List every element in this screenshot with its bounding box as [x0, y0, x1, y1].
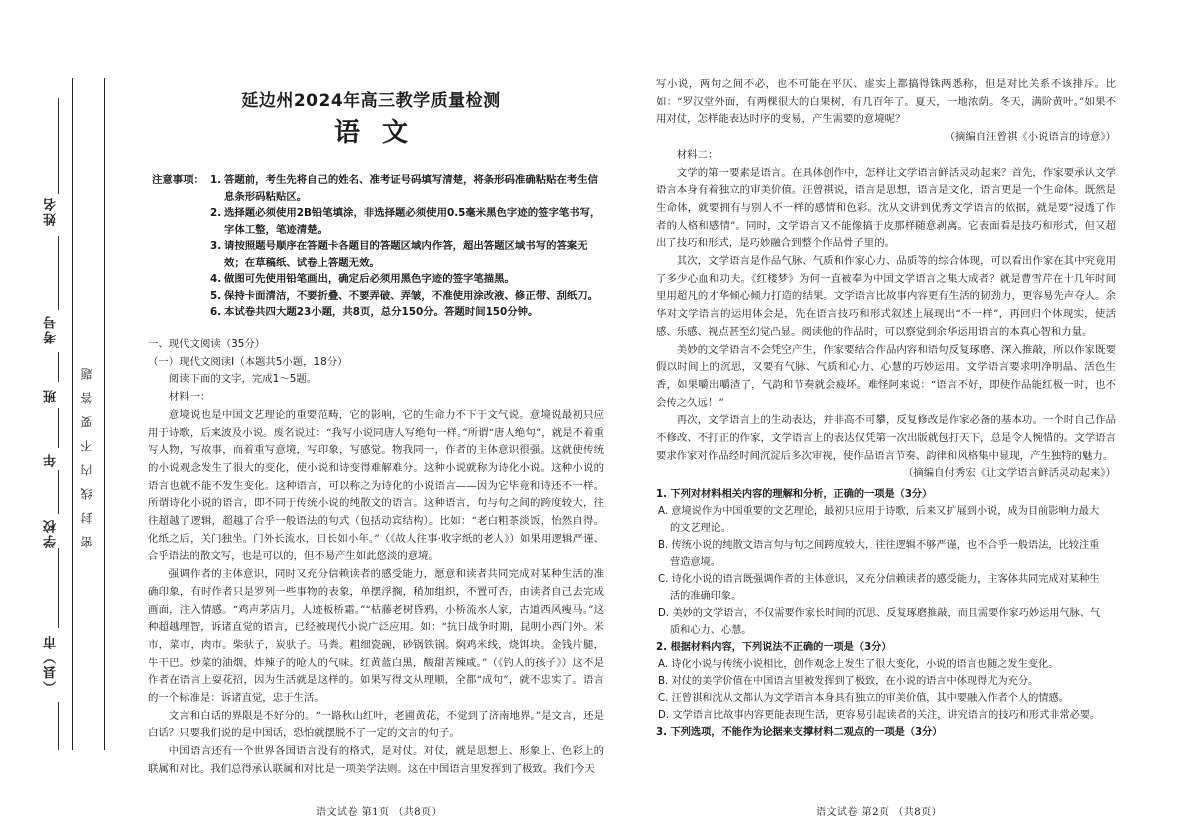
question-list: [656, 486, 1116, 741]
examno-blank-line: [58, 236, 59, 310]
seal-line-text: 密 封 线 内 不 要 答 题: [80, 368, 94, 548]
option-c: [656, 571, 1116, 605]
class-blank-line: [58, 352, 59, 382]
option-b: [656, 537, 1116, 571]
notice-num: 6.: [210, 306, 222, 318]
passage-paragraph: 中国语言还有一个世界各国语言没有的格式，是对仗。对仗，就是思想上、形象上、色彩上的联属和对比。我们总得承认联属和对比是一项美学法则。这在中国语言里发挥到了极致。我们今天: [148, 745, 604, 775]
option-text-cont: 的文艺理论。: [670, 523, 732, 534]
grade-label: 年: [44, 452, 59, 467]
name-label: 姓名: [44, 196, 59, 226]
notice-num: 5.: [210, 289, 222, 302]
examno-label: 考号: [44, 314, 59, 344]
margin-rule-inner: [104, 78, 105, 750]
section-heading: 一、现代文阅读（35分）: [148, 338, 266, 350]
passage-paragraph: 其次，文学语言是作品气脉、气质和作家心力、品质等的综合体现，可以看出作家在其中究竟用了多少心血和功夫。《红楼梦》为何一直被奉为中国文学语言之集大成者？就是曹雪芹在十几年时间里用超凡的才华倾心倾力打造的结果。文学语言比故事内容更有生活的韧劲力，更容易先声夺人。余华对文学语言的运用体会是，先在语言技巧和形式叙述上展现出“不一样”，再回归个体现实，使活感、乐感、视点甚至幻觉凸显。阅读他的作品时，可以察觉到余华运用语言的本真心智和力量。: [656, 255, 1116, 338]
page-footer-2: 语文试卷 第2页 （共8页）: [816, 807, 943, 818]
notice-num: 3.: [210, 240, 222, 252]
subsection-heading: （一）现代文阅读Ⅰ（本题共5小题，18分）: [148, 355, 348, 368]
question-stem: 1. 下列对材料相关内容的理解和分析，正确的一项是（3分）: [656, 489, 933, 500]
notice-text: 做图可先使用铅笔画出，确定后必须用黑色字迹的签字笔描黑。: [224, 273, 515, 285]
reading-passage-left: [148, 336, 604, 779]
option-text-cont: 营造意境。: [670, 557, 721, 568]
passage-paragraph: 强调作者的主体意识，同时又充分信赖读者的感受能力，愿意和读者共同完成对某种生活的准确印象，有时作者只是罗列一些事物的表象，单摆浮搁，稍加组织，不置可否，由读者自己去完成画面，注入情感。“鸡声茅店月，人迹板桥霜。”“枯藤老树昏鸦，小桥流水人家，古道西风瘦马。”这种超越理智，诉诸直觉的语言，已经被现代小说广泛应用。如：“抗日战争时期，昆明小西门外。米市，菜市，肉市。柴驮子，炭驮子。马粪。粗细瓷碗，砂锅铁锅。焖鸡米线，烧饵块。金钱片腿，牛干巴。炒菜的油烟，炸辣子的呛人的气味。红黄蓝白黑，酸甜苦辣咸。”（《钓人的孩子》）这不是作者在语言上耍花招，因为生活就是这样的。如果写得文从理顺，全都“成句”，就不忠实了。语言的一个标准是：诉诸直觉，忠于生活。: [148, 568, 604, 705]
option-text: D. 美妙的文学语言，不仅需要作家长时间的沉思、反复琢磨推敲，而且需要作家巧妙运用气脉、气: [658, 608, 1101, 619]
option-text-cont: 质和心力、心慧。: [670, 625, 752, 636]
option-a: [656, 503, 1116, 537]
notice-text: 请按照题号顺序在答题卡各题目的答题区域内作答，超出答题区域书写的答案无效；在草稿纸、试卷上答题无效。: [224, 240, 588, 269]
question-3-stem: 3. 下列选项，不能作为论据来支撑材料二观点的一项是（3分）: [656, 727, 943, 738]
notice-num: 1.: [210, 174, 222, 186]
option-b: B. 对仗的美学价值在中国语言里被发挥到了极致，在小说的语言中体现得尤为充分。: [658, 676, 1039, 687]
notice-num: 4.: [210, 273, 222, 285]
question-1: [656, 486, 1116, 639]
option-text-cont: 活的准确印象。: [670, 591, 742, 602]
notice-text: 选择题必须使用2B铅笔填涂，非选择题必须使用0.5毫米黑色字迹的签字笔书写，字体工整，笔迹清楚。: [224, 207, 601, 236]
question-stem: 2. 根据材料内容，下列说法不正确的一项是（3分）: [656, 642, 892, 653]
page-footer-1: 语文试卷 第1页 （共8页）: [316, 807, 443, 818]
notice-item: [210, 271, 604, 288]
notice-item: [210, 205, 604, 238]
notice-text: 保持卡面清洁，不要折叠、不要弄破、弄皱，不准使用涂改液、修正带、刮纸刀。: [224, 289, 599, 302]
notice-label: 注意事项：: [152, 174, 204, 186]
reading-passage-right: [656, 76, 1116, 483]
question-2: [656, 639, 1116, 724]
passage-continuation: 写小说，两句之间不必，也不可能在平仄、虚实上都搞得铢两悉称，但是对比关系不该排斥。比如：“罗汉堂外面，有两棵很大的白果树，有几百年了。夏天，一地浓荫。冬天，满阶黄叶。”如果不用对仗，怎样能表达时序的变易，产生需要的意境呢？: [656, 78, 1116, 126]
source-citation-2: （摘编自付秀宏《让文学语言鲜活灵动起来》）: [902, 467, 1116, 480]
option-text: A. 意境说作为中国重要的文艺理论，最初只应用于诗歌，后来又扩展到小说，成为目前影响力最大: [658, 506, 1100, 517]
option-a: A. 诗化小说与传统小说相比，创作观念上发生了很大变化，小说的语言也随之发生变化。: [658, 659, 1059, 670]
city-label: （县）市: [44, 634, 59, 694]
grade-blank-line: [58, 408, 59, 448]
notice-text: 本试卷共四大题23小题，共8页，总分150分。答题时间150分钟。: [224, 306, 539, 318]
passage-paragraph: 再次，文学语言上的生动表达，并非高不可攀，反复修改是作家必备的基本功。一个时自己作品不修改、不打正的作家，文学语言上的表达仅凭第一次出版就包打天下，总是令人惋惜的。文学语言要求作家对作品经时间沉淀后多次审视，使作品语言节奏、韵律和风格集中显现，产生独特的魅力。: [656, 414, 1116, 462]
margin-rule-outer: [72, 78, 73, 750]
exam-title: 延边州2024年高三教学质量检测: [241, 91, 501, 111]
school-blank-line: [58, 470, 59, 514]
class-label: 班: [44, 388, 59, 403]
passage-paragraph: 文学的第一要素是语言。在具体创作中，怎样让文学语言鲜活灵动起来？首先，作家要承认文学语言本身有着独立的审美价值。汪曾祺说，语言是思想，语言是文化，语言更是一个生命体。既然是生命体，就要拥有与别人不一样的感情和色彩。沈从文讲到优秀文学语言的依据，就是要“浸透了作者的人格和感情”。同时，文学语言又不能像搞于皮那样随意剥离。它表面看是技巧和形式，但又超出了技巧和形式，是巧妙融合到整个作品骨子里的。: [656, 166, 1116, 250]
option-text: B. 传统小说的纯散文语言句与句之间跨度较大，往往逻辑不够严谨，也不合乎一般语法，比较注重: [658, 540, 1100, 551]
notice-item: [210, 288, 604, 305]
option-d: [656, 605, 1116, 639]
notice-list: [210, 172, 604, 321]
option-c: C. 汪曾祺和沈从文都认为文学语言本身具有独立的审美价值，其中要融入作者个人的情感。: [658, 693, 1069, 704]
reading-instruction: 阅读下面的文字，完成1～5题。: [168, 373, 318, 386]
city-blank-line-2: [58, 702, 59, 750]
material-1-label: 材料一：: [168, 391, 211, 404]
notice-item: [210, 172, 604, 205]
passage-paragraph: 文言和白话的界限是不好分的。“一路秋山红叶，老圃黄花，不觉到了济南地界。”是文言，还是白话？只要我们说的是中国话，恐怕就摆脱不了一定的文言的句子。: [148, 709, 604, 740]
notice-num: 2.: [210, 207, 222, 219]
notice-text: 答题前，考生先将自己的姓名、准考证号码填写清楚，将条形码准确粘贴在考生信息条形码粘贴区。: [224, 174, 599, 203]
material-2-label: 材料二：: [676, 148, 719, 161]
notice-item: [210, 304, 604, 321]
name-blank-line: [58, 98, 59, 194]
notice-item: [210, 238, 604, 271]
passage-paragraph: 意境说也是中国文艺理论的重要范畴，它的影响，它的生命力不下于文气说。意境说最初只应用于诗歌，后来波及小说。废名说过：“我写小说同唐人写绝句一样。”所谓“唐人绝句”，就是不着重写人物，写故事，而着重写意境，写印象，写感觉。物我同一，作者的主体意识很强。这就使传统的小说观念发生了很大的变化，使小说和诗变得难解难分。这种小说就称为诗化小说。这种小说的语言也就不能不发生变化。这种语言，可以称之为诗化的小说语言——因为它毕竟和诗还不一样。所谓诗化小说的语言，即不同于传统小说的纯散文的语言。这种语言，句与句之间的跨度较大，往往超越了逻辑，超越了合乎一般语法的句式（包括动宾结构）。比如：“老白粗茶淡饭，怡然自得。化纸之后，关门独坐。门外长流水，日长如小年。”（《故人往事·收字纸的老人》）如果用逻辑严谨、合乎语法的散文写，也是可以的，但不易产生如此悠淡的意境。: [148, 408, 604, 563]
option-text: C. 诗化小说的语言既强调作者的主体意识，又充分信赖读者的感受能力，主客体共同完成对某种生: [658, 574, 1100, 585]
option-d: D. 文学语言比故事内容更能表现生活，更容易引起读者的关注，讲究语言的技巧和形式非常必要。: [658, 710, 1101, 721]
subject-title: 语文: [333, 118, 430, 148]
passage-paragraph: 美妙的文学语言不会凭空产生，作家要结合作品内容和语句反复琢磨、深入推敲，所以作家既要假以时间上的沉思，又要有气脉、气质和心力、心慧的巧妙运用。文学语言要求明净明晶、活色生香，如果嚼出嚼渣了，气韵和节奏就会疲坏。难怪阿来说：“语言不好，即使作品能红极一时，也不会传之久远！”: [656, 343, 1116, 409]
school-label: 学校: [44, 518, 59, 548]
binding-margin: [0, 0, 110, 831]
city-blank-line: [58, 548, 59, 628]
source-citation-1: （摘编自汪曾祺《小说语言的诗意》）: [944, 131, 1116, 144]
